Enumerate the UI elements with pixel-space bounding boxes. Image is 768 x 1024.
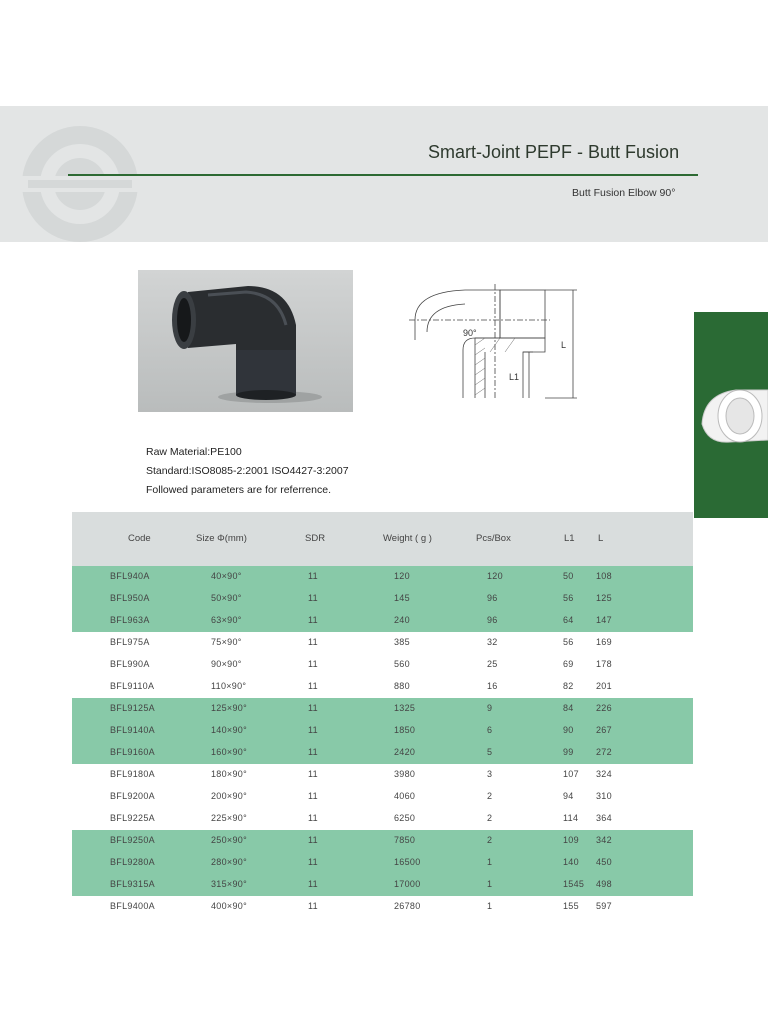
cell-weight: 560 [394, 659, 410, 669]
cell-l1: 50 [563, 571, 574, 581]
cell-weight: 16500 [394, 857, 421, 867]
table-row [0, 875, 768, 897]
cell-l1: 82 [563, 681, 574, 691]
cell-code: BFL9200A [110, 791, 155, 801]
cell-pcs: 96 [487, 615, 498, 625]
cell-weight: 145 [394, 593, 410, 603]
col-pcs-header: Pcs/Box [476, 533, 511, 544]
cell-pcs: 3 [487, 769, 493, 779]
cell-size: 400×90° [211, 901, 247, 911]
cell-l: 125 [596, 593, 612, 603]
col-l-header: L [598, 533, 604, 544]
cell-pcs: 32 [487, 637, 498, 647]
cell-code: BFL9250A [110, 835, 155, 845]
cell-size: 180×90° [211, 769, 247, 779]
cell-l: 324 [596, 769, 612, 779]
cell-l: 450 [596, 857, 612, 867]
cell-size: 110×90° [211, 681, 247, 691]
cell-l1: 109 [563, 835, 579, 845]
table-row [0, 897, 768, 919]
side-tab [694, 312, 768, 518]
cell-size: 50×90° [211, 593, 242, 603]
title-rule [68, 174, 698, 176]
cell-l1: 1545 [563, 879, 585, 889]
spec-material: Raw Material:PE100 [146, 446, 242, 458]
col-weight-header: Weight ( g ) [383, 533, 432, 544]
cell-code: BFL9140A [110, 725, 155, 735]
table-row [0, 611, 768, 633]
cell-l: 226 [596, 703, 612, 713]
cell-sdr: 11 [308, 725, 318, 735]
cell-pcs: 6 [487, 725, 493, 735]
cell-weight: 26780 [394, 901, 421, 911]
length-label: L [561, 340, 567, 350]
cell-l: 272 [596, 747, 612, 757]
cell-l: 108 [596, 571, 612, 581]
cell-sdr: 11 [308, 857, 318, 867]
table-row [0, 787, 768, 809]
table-row [0, 809, 768, 831]
table-row [0, 567, 768, 589]
cell-l1: 56 [563, 593, 574, 603]
cell-sdr: 11 [308, 747, 318, 757]
cell-l1: 99 [563, 747, 574, 757]
cell-sdr: 11 [308, 769, 318, 779]
cell-l1: 94 [563, 791, 574, 801]
cell-sdr: 11 [308, 901, 318, 911]
cell-l: 147 [596, 615, 612, 625]
brand-logo-icon [18, 122, 142, 246]
table-row [0, 765, 768, 787]
cell-pcs: 9 [487, 703, 493, 713]
cell-sdr: 11 [308, 571, 318, 581]
cell-weight: 240 [394, 615, 410, 625]
cell-size: 75×90° [211, 637, 242, 647]
cell-size: 125×90° [211, 703, 247, 713]
cell-weight: 17000 [394, 879, 421, 889]
cell-l1: 114 [563, 813, 579, 823]
cell-l: 178 [596, 659, 612, 669]
cell-weight: 2420 [394, 747, 416, 757]
col-l1-header: L1 [564, 533, 575, 544]
cell-sdr: 11 [308, 593, 318, 603]
cell-l1: 107 [563, 769, 579, 779]
cell-sdr: 11 [308, 835, 318, 845]
cell-l: 498 [596, 879, 612, 889]
spec-standard: Standard:ISO8085-2:2001 ISO4427-3:2007 [146, 465, 349, 477]
table-row [0, 853, 768, 875]
spec-note: Followed parameters are for referrence. [146, 484, 331, 496]
cell-code: BFL9110A [110, 681, 155, 691]
table-row [0, 699, 768, 721]
table-row [0, 743, 768, 765]
cell-l: 267 [596, 725, 612, 735]
elbow-fitting-icon [694, 312, 768, 518]
cell-l1: 140 [563, 857, 579, 867]
cell-sdr: 11 [308, 681, 318, 691]
cell-weight: 880 [394, 681, 410, 691]
cell-size: 250×90° [211, 835, 247, 845]
cell-code: BFL950A [110, 593, 150, 603]
cell-pcs: 25 [487, 659, 498, 669]
table-row [0, 589, 768, 611]
cell-code: BFL990A [110, 659, 150, 669]
table-row [0, 655, 768, 677]
cell-pcs: 1 [487, 857, 493, 867]
length1-label: L1 [509, 372, 520, 382]
cell-weight: 120 [394, 571, 410, 581]
cell-pcs: 96 [487, 593, 498, 603]
elbow-technical-drawing [405, 280, 585, 400]
table-row [0, 721, 768, 743]
cell-code: BFL963A [110, 615, 150, 625]
cell-weight: 3980 [394, 769, 416, 779]
cell-sdr: 11 [308, 637, 318, 647]
cell-pcs: 16 [487, 681, 498, 691]
cell-sdr: 11 [308, 659, 318, 669]
cell-pcs: 2 [487, 835, 493, 845]
cell-pcs: 1 [487, 901, 493, 911]
cell-l1: 84 [563, 703, 574, 713]
table-row [0, 677, 768, 699]
cell-l1: 64 [563, 615, 574, 625]
cell-l1: 69 [563, 659, 574, 669]
cell-pcs: 2 [487, 813, 493, 823]
cell-code: BFL9125A [110, 703, 155, 713]
cell-l: 342 [596, 835, 612, 845]
cell-code: BFL9180A [110, 769, 155, 779]
angle-label: 90° [463, 328, 477, 338]
cell-size: 140×90° [211, 725, 247, 735]
cell-size: 200×90° [211, 791, 247, 801]
cell-size: 40×90° [211, 571, 242, 581]
cell-weight: 1850 [394, 725, 416, 735]
cell-size: 90×90° [211, 659, 242, 669]
cell-l: 201 [596, 681, 612, 691]
cell-sdr: 11 [308, 879, 318, 889]
cell-sdr: 11 [308, 791, 318, 801]
table-row [0, 633, 768, 655]
cell-pcs: 1 [487, 879, 493, 889]
cell-size: 280×90° [211, 857, 247, 867]
cell-code: BFL9400A [110, 901, 155, 911]
col-size-header: Size Φ(mm) [196, 533, 247, 544]
cell-weight: 385 [394, 637, 410, 647]
cell-code: BFL940A [110, 571, 150, 581]
cell-l1: 56 [563, 637, 574, 647]
cell-pcs: 5 [487, 747, 493, 757]
cell-l1: 155 [563, 901, 579, 911]
cell-l: 364 [596, 813, 612, 823]
cell-pcs: 2 [487, 791, 493, 801]
cell-sdr: 11 [308, 813, 318, 823]
cell-size: 63×90° [211, 615, 242, 625]
table-row [0, 831, 768, 853]
cell-l: 597 [596, 901, 612, 911]
cell-size: 315×90° [211, 879, 247, 889]
cell-sdr: 11 [308, 615, 318, 625]
col-code-header: Code [128, 533, 151, 544]
cell-l: 169 [596, 637, 612, 647]
elbow-photo [138, 270, 353, 412]
cell-pcs: 120 [487, 571, 503, 581]
cell-size: 225×90° [211, 813, 247, 823]
page-subtitle: Butt Fusion Elbow 90° [572, 187, 676, 199]
cell-code: BFL9315A [110, 879, 155, 889]
cell-weight: 6250 [394, 813, 416, 823]
cell-code: BFL975A [110, 637, 150, 647]
cell-size: 160×90° [211, 747, 247, 757]
cell-weight: 1325 [394, 703, 416, 713]
cell-l1: 90 [563, 725, 574, 735]
cell-l: 310 [596, 791, 612, 801]
cell-code: BFL9280A [110, 857, 155, 867]
page-title: Smart-Joint PEPF - Butt Fusion [428, 142, 680, 162]
cell-sdr: 11 [308, 703, 318, 713]
cell-weight: 4060 [394, 791, 416, 801]
cell-weight: 7850 [394, 835, 416, 845]
cell-code: BFL9160A [110, 747, 155, 757]
specifications [146, 443, 349, 500]
cell-code: BFL9225A [110, 813, 155, 823]
col-sdr-header: SDR [305, 533, 326, 544]
